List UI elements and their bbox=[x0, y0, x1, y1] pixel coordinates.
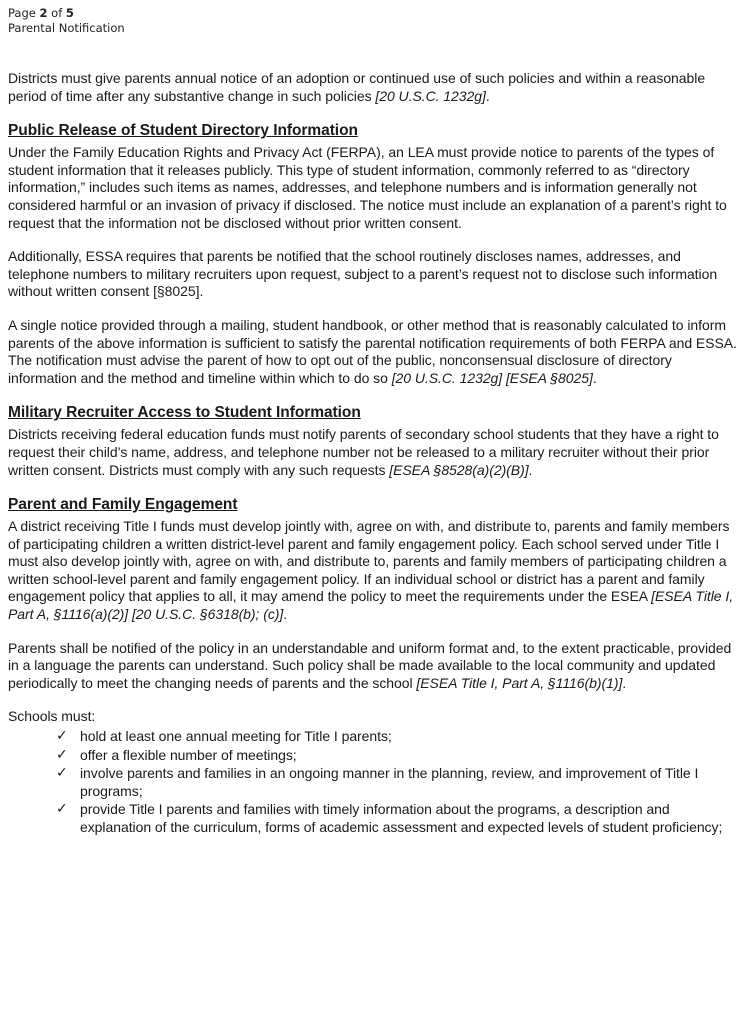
page-number: Page 2 of 5 bbox=[8, 6, 74, 20]
citation: [20 U.S.C. 1232g] bbox=[375, 87, 486, 104]
section-heading-engagement: Parent and Family Engagement bbox=[8, 496, 238, 514]
schools-must-lead: Schools must: bbox=[8, 708, 96, 725]
checkmark-icon: ✓ bbox=[56, 746, 68, 763]
citation: [ESEA Title I, Part A, §1116(b)(1)] bbox=[416, 674, 623, 691]
citation: [ESEA Title I, Part A, §1116(a)(2)] [20 U.S.C. §6318(b); (c)] bbox=[8, 588, 734, 623]
directory-paragraph-2: Additionally, ESSA requires that parents be notified that the school routinely discloses names, addresses, and telephone numbers to military recruiters upon request, subject to a parent’s request not to disclose such information without written consent [§8025]. bbox=[8, 248, 718, 300]
directory-paragraph-3: A single notice provided through a mailing, student handbook, or other method that is reasonably calculated to inform parents of the above information is sufficient to satisfy the parental notification requirements of both FERPA and ESSA. The notification must advise the parent of how to opt out of the public, nonconsensual disclosure of directory information and the method and timeline within which to do so [20 U.S.C. 1232g] [ESEA §8025]. bbox=[8, 316, 737, 386]
engagement-paragraph-2: Parents shall be notified of the policy in an understandable and uniform format and, to the extent practicable, provided in a language the parents can understand. Such policy shall be made available to the local community and updated periodically to meet the changing needs of parents and the school [ESEA Title I, Part A, §1116(b)(1)]. bbox=[8, 639, 732, 691]
checklist-item: ✓ hold at least one annual meeting for Title I parents; bbox=[56, 728, 392, 745]
section-heading-military: Military Recruiter Access to Student Information bbox=[8, 404, 361, 422]
military-paragraph-1: Districts receiving federal education funds must notify parents of secondary school students that they have a right to request their child’s name, address, and telephone number not be released to a military recruiter without their prior written consent. Districts must comply with any such requests [ESEA §8528(a)(2)(B)]. bbox=[8, 426, 719, 478]
requirements-checklist bbox=[8, 728, 743, 837]
directory-paragraph-1: Under the Family Education Rights and Privacy Act (FERPA), an LEA must provide notice to parents of the types of student information that it releases publicly. This type of student information, commonly referred to as “directory information,” includes such items as names, addresses, and telephone numbers and is information generally not considered harmful or an invasion of privacy if disclosed. The notice must include an explanation of a parent’s right to request that the information not be disclosed without prior written consent. bbox=[8, 144, 727, 231]
citation: [20 U.S.C. 1232g] [ESEA §8025] bbox=[391, 369, 593, 386]
citation: [ESEA §8528(a)(2)(B)] bbox=[389, 461, 529, 478]
page-header bbox=[8, 6, 125, 36]
checklist-item: ✓ offer a flexible number of meetings; bbox=[56, 746, 297, 763]
section-heading-directory: Public Release of Student Directory Information bbox=[8, 122, 358, 140]
checklist-item: ✓ involve parents and families in an ongoing manner in the planning, review, and improvement of Title I programs; bbox=[56, 765, 699, 799]
checkmark-icon: ✓ bbox=[56, 801, 68, 818]
intro-paragraph: Districts must give parents annual notice of an adoption or continued use of such policies and within a reasonable period of time after any substantive change in such policies [20 U.S.C. 1232g]. bbox=[8, 70, 706, 104]
document-subtitle: Parental Notification bbox=[8, 21, 125, 35]
engagement-paragraph-1: A district receiving Title I funds must develop jointly with, agree on with, and distribute to, parents and family members of participating children a written district-level parent and family engagement policy. Each school served under Title I must also develop jointly with, agree on with, and distribute to, parents and family members of participating children a written school-level parent and family engagement policy. If an individual school or district has a parent and family engagement policy that applies to all, it may amend the policy to meet the requirements under the ESEA [ESEA Title I, Part A, §1116(a)(2)] [20 U.S.C. §6318(b); (c)]. bbox=[8, 518, 734, 623]
checklist-item: ✓ provide Title I parents and families with timely information about the programs, a description and explanation of the curriculum, forms of academic assessment and expected levels of student proficiency; bbox=[56, 801, 723, 835]
checkmark-icon: ✓ bbox=[56, 765, 68, 782]
checkmark-icon: ✓ bbox=[56, 728, 68, 745]
document-body bbox=[8, 70, 743, 838]
